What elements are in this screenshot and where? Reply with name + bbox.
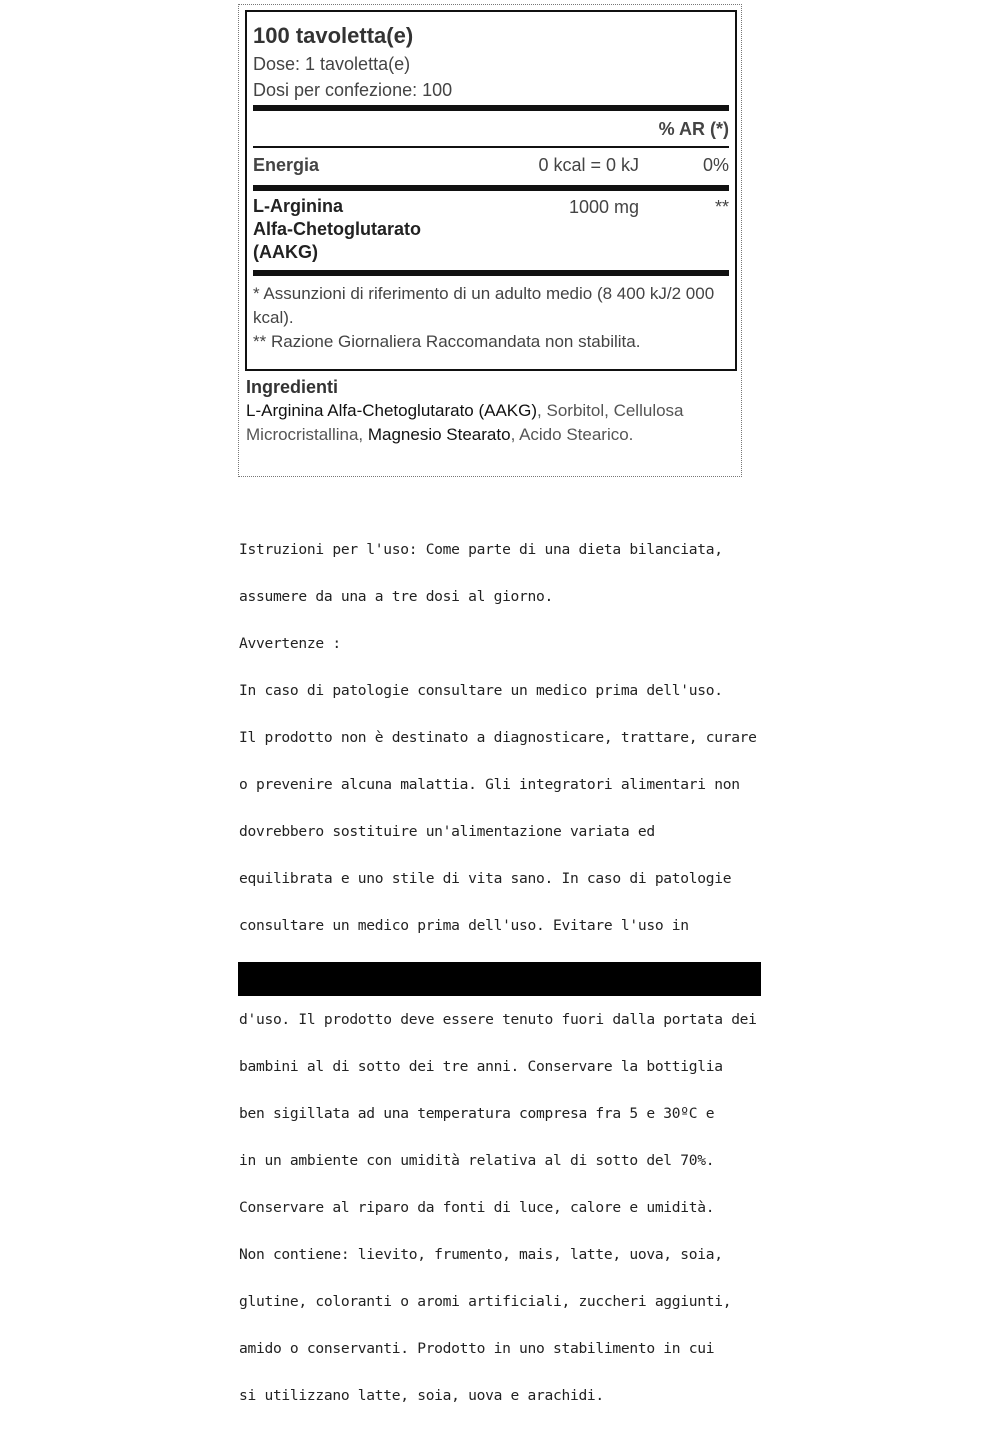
black-bar [238, 962, 761, 996]
instructions-line: o prevenire alcuna malattia. Gli integratori alimentari non [239, 775, 740, 793]
ingredients-text-part: , Sorbitol, Cellulosa Microcristallina, [246, 401, 684, 444]
instructions-line: equilibrata e uno stile di vita sano. In caso di patologie [239, 869, 732, 887]
ar-header: % AR (*) [658, 119, 729, 139]
instructions-line: Conservare al riparo da fonti di luce, calore e umidità. [239, 1198, 715, 1216]
nutrient-name-line1: L-Arginina [253, 196, 343, 216]
instructions-line: In caso di patologie consultare un medico prima dell'uso. [239, 681, 723, 699]
energy-value: 0 kcal = 0 kJ [538, 155, 639, 175]
instructions-line: ben sigillata ad una temperatura compresa fra 5 e 30ºC e [239, 1104, 715, 1122]
instructions-line: dovrebbero sostituire un'alimentazione variata ed [239, 822, 655, 840]
nutrient-name-line2: Alfa-Chetoglutarato [253, 219, 421, 239]
ingredients-title: Ingredienti [246, 377, 339, 397]
instructions-line: bambini al di sotto dei tre anni. Conservare la bottiglia [239, 1057, 723, 1075]
ingredients-section [246, 375, 736, 447]
energy-pct: 0% [702, 155, 729, 175]
energy-name: Energia [253, 155, 320, 175]
instructions-line: Istruzioni per l'uso: Come parte di una dieta bilanciata, [239, 540, 723, 558]
instructions-line: Non contiene: lievito, frumento, mais, latte, uova, soia, [239, 1245, 723, 1263]
instructions-line: assumere da una a tre dosi al giorno. [239, 587, 553, 605]
nutrition-label [245, 10, 737, 371]
doses-per-pack-text: Dosi per confezione: 100 [253, 80, 453, 100]
nutrient-name [253, 195, 439, 264]
footnote-reference-intake: * Assunzioni di riferimento di un adulto medio (8 400 kJ/2 000 kcal). [253, 284, 715, 327]
instructions-line: glutine, coloranti o aromi artificiali, zuccheri aggiunti, [239, 1292, 732, 1310]
instructions-line: in un ambiente con umidità relativa al di sotto del 70%. [239, 1151, 715, 1169]
dose-text: Dose: 1 tavoletta(e) [253, 54, 411, 74]
ingredient-magnesio: Magnesio Stearato [367, 425, 511, 444]
nutrient-row [253, 191, 729, 268]
ingredient-aakg: L-Arginina Alfa-Chetoglutarato (AAKG) [246, 401, 538, 420]
footnote-rda: ** Razione Giornaliera Raccomandata non stabilita. [253, 332, 641, 351]
footnotes [253, 276, 729, 354]
instructions-line: Il prodotto non è destinato a diagnosticare, trattare, curare [239, 728, 757, 746]
instructions-line: consultare un medico prima dell'uso. Evitare l'uso in [239, 916, 689, 934]
label-title: 100 tavoletta(e) [253, 23, 414, 48]
ingredients-text-part: , Acido Stearico. [510, 425, 634, 444]
warnings-heading: Avvertenze : [239, 634, 341, 652]
nutrient-name-line3: (AAKG) [253, 242, 318, 262]
nutrient-value: 1000 mg [568, 197, 639, 217]
instructions-line: d'uso. Il prodotto deve essere tenuto fuori dalla portata dei [239, 1010, 757, 1028]
instructions-line: amido o conservanti. Prodotto in uno stabilimento in cui [239, 1339, 715, 1357]
ingredients-text [246, 399, 736, 447]
instructions-line: si utilizzano latte, soia, uova e arachidi. [239, 1386, 604, 1404]
nutrient-pct: ** [714, 197, 729, 217]
energy-row [253, 148, 729, 183]
